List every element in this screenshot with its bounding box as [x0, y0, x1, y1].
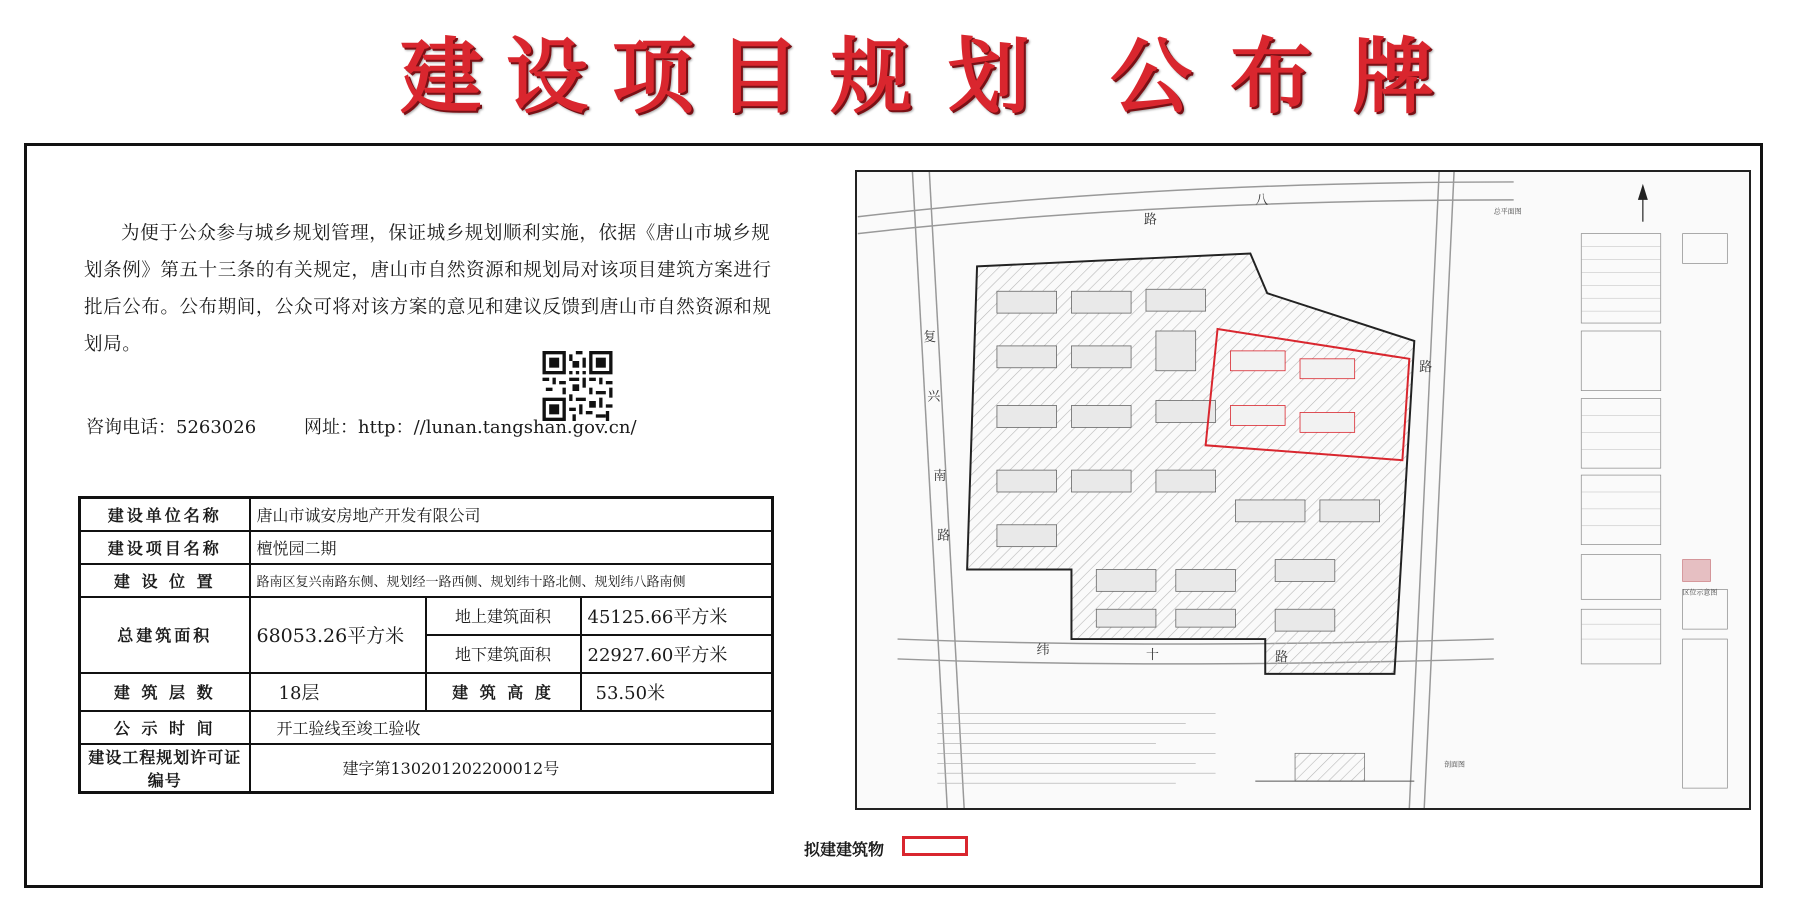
project-value: 檀悦园二期 — [250, 531, 773, 564]
road-label-south: 路 — [1275, 649, 1289, 665]
area-sub-values — [581, 597, 773, 673]
legend-label: 拟建建筑物 — [804, 840, 885, 859]
height-label: 建 筑 高 度 — [426, 673, 581, 711]
period-label: 公 示 时 间 — [80, 711, 250, 744]
location-value: 路南区复兴南路东侧、规划经一路西侧、规划纬十路北侧、规划纬八路南侧 — [250, 564, 773, 597]
title-char: 设 — [506, 29, 589, 125]
below-area-label: 地下建筑面积 — [454, 645, 551, 664]
contact-phone: 咨询电话：5263026 — [86, 417, 257, 438]
site-plan-label: 总平面图 — [1493, 207, 1522, 216]
total-area-value: 68053.26平方米 — [250, 597, 426, 673]
road-label-north: 八 — [1255, 192, 1269, 208]
location-map-label: 区位示意图 — [1682, 588, 1718, 597]
title-char: 建 — [400, 29, 483, 125]
road-label-north: 路 — [1144, 212, 1157, 228]
road-label-south: 纬 — [1036, 642, 1050, 658]
contact-website[interactable]: 网址：http：//lunan.tangshan.gov.cn/ — [304, 417, 637, 438]
floors-label: 建 筑 层 数 — [80, 673, 250, 711]
period-value: 开工验线至竣工验收 — [250, 711, 773, 744]
floors-value: 18层 — [250, 673, 426, 711]
section-label: 剖面图 — [1444, 760, 1465, 769]
legend-proposed-building-swatch — [902, 836, 968, 856]
above-area-label: 地上建筑面积 — [427, 598, 580, 635]
road-label-east: 路 — [1419, 359, 1433, 375]
area-sub-labels — [426, 597, 581, 673]
below-area-value: 22927.60平方米 — [587, 644, 728, 666]
title-char: 布 — [1230, 29, 1313, 125]
road-label-west: 路 — [937, 528, 951, 544]
road-label-west: 兴 — [927, 389, 941, 405]
location-mini-map — [1683, 560, 1711, 582]
title-char: 公 — [1110, 29, 1193, 125]
height-value: 53.50米 — [581, 673, 773, 711]
location-label: 建 设 位 置 — [80, 564, 250, 597]
title-char: 牌 — [1352, 29, 1435, 125]
above-area-value: 45125.66平方米 — [582, 598, 772, 635]
section-drawing — [1295, 753, 1365, 781]
title-char: 项 — [612, 29, 695, 125]
road-label-west: 南 — [933, 469, 947, 485]
permit-label: 建设工程规划许可证编号 — [80, 744, 250, 793]
project-info-table — [78, 496, 774, 794]
total-area-label: 总建筑面积 — [80, 597, 250, 673]
builder-value: 唐山市诚安房地产开发有限公司 — [250, 498, 773, 531]
qr-code — [541, 351, 614, 421]
title-char: 划 — [948, 29, 1031, 125]
title-char: 目 — [718, 29, 801, 125]
board-title — [0, 22, 1799, 132]
road-label-west: 复 — [923, 329, 937, 345]
permit-value: 建字第130201202200012号 — [250, 744, 773, 793]
title-char: 规 — [830, 29, 913, 125]
project-label: 建设项目名称 — [80, 531, 250, 564]
site-plan-drawing — [855, 170, 1751, 810]
notice-paragraph: 为便于公众参与城乡规划管理，保证城乡规划顺利实施，依据《唐山市城乡规划条例》第五十三条的有关规定，唐山市自然资源和规划局对该项目建筑方案进行批后公布。公布期间，公众可将对该方案的意见和建议反馈到唐山市自然资源和规划局。 — [84, 223, 772, 355]
road-label-south: 十 — [1145, 647, 1159, 663]
builder-label: 建设单位名称 — [80, 498, 250, 531]
